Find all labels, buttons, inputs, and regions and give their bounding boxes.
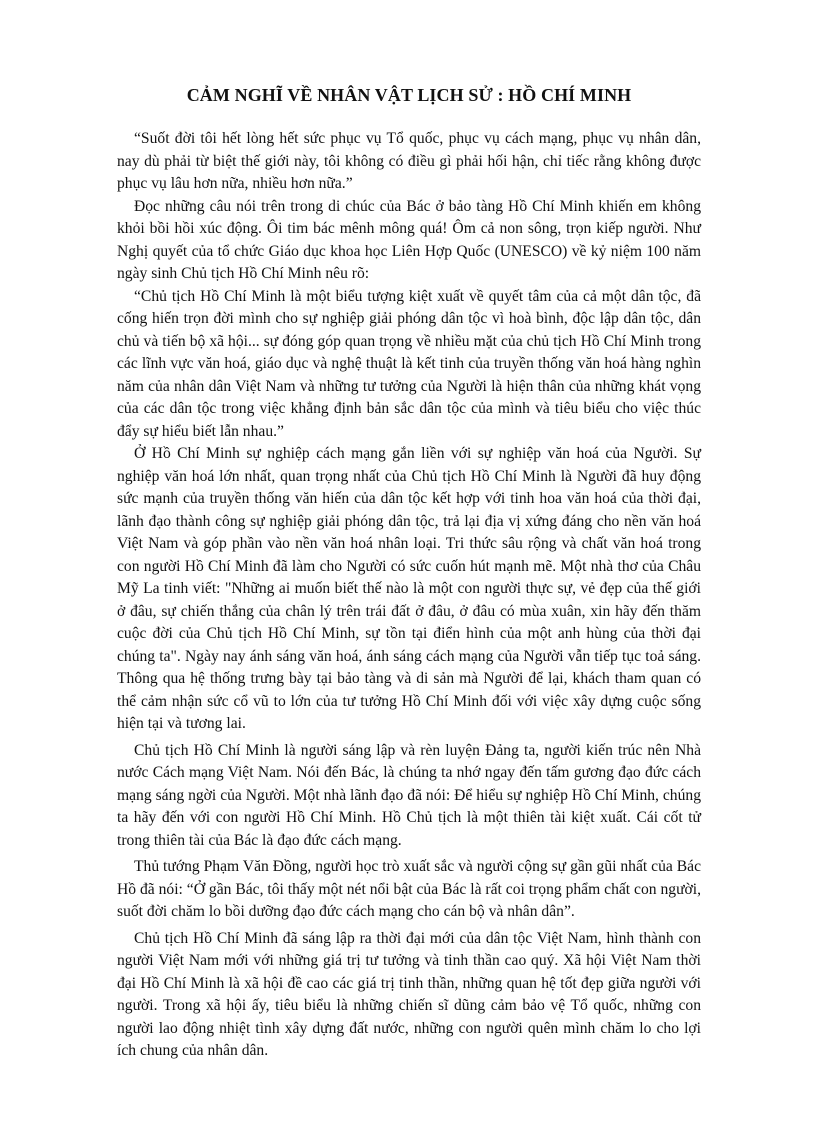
paragraph-pham-van-dong: Thủ tướng Phạm Văn Đồng, người học trò xuất sắc và người cộng sự gần gũi nhất của Bác Hồ đã nói: “Ở gần Bác, tôi thấy một nét nổi bật của Bác là rất coi trọng phẩm chất con người, suốt đời chăm lo bồi dưỡng đạo đức cách mạng cho cán bộ và nhân dân”. <box>117 858 701 920</box>
paragraph-culture: Ở Hồ Chí Minh sự nghiệp cách mạng gắn liền với sự nghiệp văn hoá của Người. Sự nghiệp văn hoá lớn nhất, quan trọng nhất của Chủ tịch Hồ Chí Minh là Người đã huy động sức mạnh của truyền thống văn hiến của dân tộc kết hợp với tinh hoa văn hoá của thời đại, lãnh đạo thành công sự nghiệp giải phóng dân tộc, trả lại địa vị xứng đáng cho nền văn hoá Việt Nam và góp phần vào nền văn hoá nhân loại. Tri thức sâu rộng và chất văn hoá trong con người Hồ Chí Minh đã làm cho Người có sức cuốn hút mạnh mẽ. Một nhà thơ của Châu Mỹ La tinh viết: "Những ai muốn biết thế nào là một con người thực sự, vẻ đẹp của thế giới ở đâu, sự chiến thắng của chân lý trên trái đất ở đâu, ở đâu có mùa xuân, xin hãy đến thăm cuộc đời của Chủ tịch Hồ Chí Minh, sự tồn tại điển hình của một anh hùng của thời đại chúng ta". Ngày nay ánh sáng văn hoá, ánh sáng cách mạng của Người vẫn tiếp tục toả sáng. Thông qua hệ thống trưng bày tại bảo tàng và di sản mà Người để lại, khách tham quan có thể cảm nhận sức cổ vũ to lớn của tư tưởng Hồ Chí Minh đối với việc xây dựng cuộc sống hiện tại và tương lai. <box>117 445 701 732</box>
paragraph-party-founder: Chủ tịch Hồ Chí Minh là người sáng lập và rèn luyện Đảng ta, người kiến trúc nên Nhà nước Cách mạng Việt Nam. Nói đến Bác, là chúng ta nhớ ngay đến tấm gương đạo đức cách mạng sáng ngời của Người. Một nhà lãnh đạo đã nói: Để hiểu sự nghiệp Hồ Chí Minh, chúng ta hãy đến với con người Hồ Chí Minh. Hồ Chủ tịch là một thiên tài kiệt xuất. Cái cốt tử trong thiên tài của Bác là đạo đức cách mạng. <box>117 741 701 849</box>
paragraph-unesco-quote: “Chủ tịch Hồ Chí Minh là một biểu tượng kiệt xuất về quyết tâm của cả một dân tộc, đã cống hiến trọn đời mình cho sự nghiệp giải phóng dân tộc vì hoà bình, độc lập dân tộc, dân chủ và tiến bộ xã hội... sự đóng góp quan trọng về nhiều mặt của chủ tịch Hồ Chí Minh trong các lĩnh vực văn hoá, giáo dục và nghệ thuật là kết tinh của truyền thống văn hoá hàng nghìn năm của nhân dân Việt Nam và những tư tưởng của Người là hiện thân của những khát vọng của các dân tộc trong việc khẳng định bản sắc dân tộc của mình và tiêu biểu cho việc thúc đẩy sự hiểu biết lẫn nhau.” <box>117 287 701 440</box>
document-page <box>117 84 701 1063</box>
paragraph-opening-quote: “Suốt đời tôi hết lòng hết sức phục vụ Tổ quốc, phục vụ cách mạng, phục vụ nhân dân, nay dù phải từ biệt thế giới này, tôi không có điều gì phải hối hận, chỉ tiếc rằng không được phục vụ lâu hơn nữa, nhiều hơn nữa.” <box>117 130 701 192</box>
document-title: CẢM NGHĨ VỀ NHÂN VẬT LỊCH SỬ : HỒ CHÍ MINH <box>186 85 632 105</box>
paragraph-reflection: Đọc những câu nói trên trong di chúc của Bác ở bảo tàng Hồ Chí Minh khiến em không khỏi bồi hồi xúc động. Ôi tim bác mênh mông quá! Ôm cả non sông, trọn kiếp người. Như Nghị quyết của tổ chức Giáo dục khoa học Liên Hợp Quốc (UNESCO) về kỷ niệm 100 năm ngày sinh Chủ tịch Hồ Chí Minh nêu rõ: <box>117 197 701 282</box>
paragraph-new-era: Chủ tịch Hồ Chí Minh đã sáng lập ra thời đại mới của dân tộc Việt Nam, hình thành con người Việt Nam mới với những giá trị tư tưởng và tinh thần cao quý. Xã hội Việt Nam thời đại Hồ Chí Minh là xã hội đề cao các giá trị tinh thần, những quan hệ tốt đẹp giữa người với người. Trong xã hội ấy, tiêu biểu là những chiến sĩ dũng cảm bảo vệ Tổ quốc, những con người lao động nhiệt tình xây dựng đất nước, những con người quên mình chăm lo cho lợi ích chung của nhân dân. <box>117 929 701 1059</box>
